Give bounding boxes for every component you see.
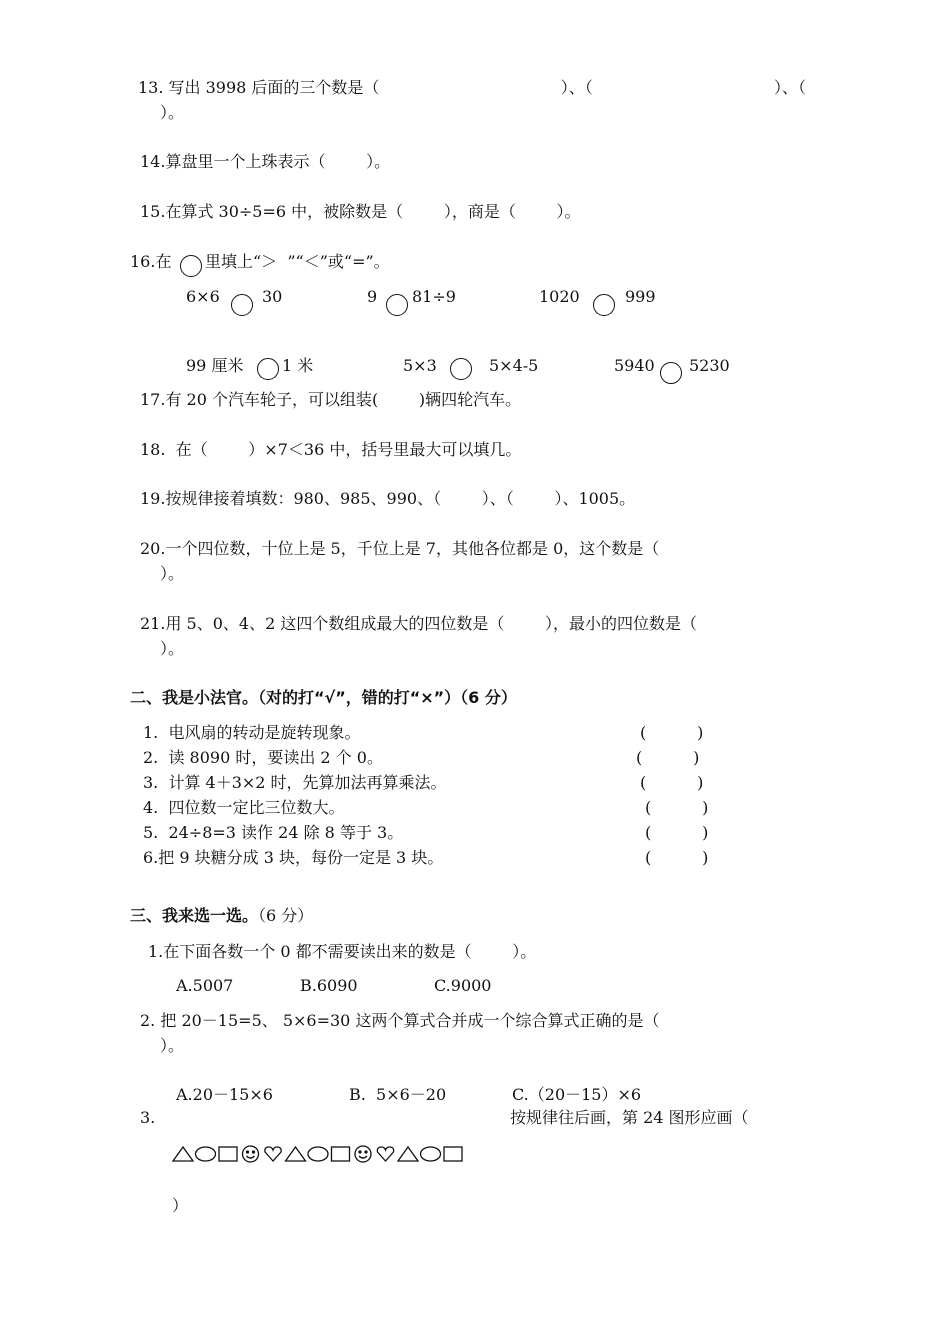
smiley-icon [355, 1146, 371, 1162]
choice-question-1: 1.在下面各数一个 0 都不需要读出来的数是（ ）。 [148, 942, 537, 961]
judge-item: 4. 四位数一定比三位数大。 [143, 798, 345, 817]
compare-circle[interactable] [450, 358, 472, 380]
choice-question-2: 2. 把 20－15=5、 5×6=30 这两个算式合并成一个综合算式正确的是（ [140, 1011, 660, 1030]
judge-item: 6.把 9 块糖分成 3 块，每份一定是 3 块。 [143, 848, 444, 867]
compare-right: 81÷9 [412, 287, 456, 306]
question-18: 18. 在（ ）×7＜36 中，括号里最大可以填几。 [140, 440, 522, 459]
triangle-icon [286, 1147, 306, 1161]
circle-icon [421, 1147, 441, 1161]
question-16-lead: 16.在 [130, 252, 172, 271]
judge-item: 1. 电风扇的转动是旋转现象。 [143, 723, 361, 742]
judge-answer-paren[interactable]: ( ) [636, 748, 700, 767]
question-21: 21.用 5、0、4、2 这四个数组成最大的四位数是（ ），最小的四位数是（ [140, 614, 698, 633]
compare-circle-blank[interactable] [180, 255, 202, 277]
question-20-continuation: ）。 [160, 564, 185, 583]
judge-answer-paren[interactable]: ( ) [645, 798, 709, 817]
heart-icon [377, 1147, 393, 1161]
question-17: 17.有 20 个汽车轮子，可以组装( )辆四轮汽车。 [140, 390, 522, 409]
section-3-heading [130, 906, 313, 926]
question-13-continuation: ）。 [160, 103, 185, 122]
judge-answer-paren[interactable]: ( ) [645, 848, 709, 867]
compare-right: 5230 [689, 356, 730, 375]
compare-right: 5×4-5 [489, 356, 539, 375]
compare-left: 6×6 [186, 287, 220, 306]
question-20: 20.一个四位数，十位上是 5，千位上是 7，其他各位都是 0，这个数是（ [140, 539, 660, 558]
question-13-blank-sep-2: ）、（ [773, 78, 806, 97]
section-2-heading: 二、我是小法官。（对的打“√”，错的打“×”）（6 分） [130, 688, 517, 707]
square-icon [444, 1147, 462, 1161]
compare-right: 1 米 [282, 356, 314, 375]
compare-left: 1020 [539, 287, 580, 306]
compare-left: 9 [367, 287, 378, 306]
judge-item: 2. 读 8090 时，要读出 2 个 0。 [143, 748, 383, 767]
choice-option[interactable]: A.5007 [176, 976, 234, 995]
section-3-points: （6 分） [258, 906, 314, 925]
compare-left: 5×3 [403, 356, 437, 375]
circle-icon [308, 1147, 328, 1161]
question-15: 15.在算式 30÷5=6 中，被除数是（ ），商是（ ）。 [140, 202, 581, 221]
question-19: 19.按规律接着填数：980、985、990、（ ）、（ ）、1005。 [140, 489, 636, 508]
compare-circle[interactable] [660, 362, 682, 384]
section-3-title: 三、我来选一选。 [130, 906, 259, 925]
judge-answer-paren[interactable]: ( ) [645, 823, 709, 842]
question-21-continuation: ）。 [160, 639, 185, 658]
question-13 [138, 78, 806, 98]
judge-answer-paren[interactable]: ( ) [640, 773, 704, 792]
compare-circle[interactable] [593, 294, 615, 316]
question-14: 14.算盘里一个上珠表示（ ）。 [140, 152, 391, 171]
choice-option[interactable]: C.9000 [434, 976, 492, 995]
shape-pattern-sequence [172, 1144, 472, 1164]
choice-question-2-continuation: ）。 [160, 1036, 185, 1055]
judge-item: 5. 24÷8=3 读作 24 除 8 等于 3。 [143, 823, 404, 842]
judge-answer-paren[interactable]: ( ) [640, 723, 704, 742]
compare-circle[interactable] [231, 294, 253, 316]
choice-option[interactable]: B. 5×6－20 [349, 1085, 447, 1104]
smiley-icon [243, 1146, 259, 1162]
heart-icon [265, 1147, 281, 1161]
choice-question-3-number: 3. [140, 1108, 156, 1127]
choice-question-3: 按规律往后画，第 24 图形应画（ [510, 1108, 749, 1127]
choice-option[interactable]: B.6090 [300, 976, 358, 995]
choice-option[interactable]: A.20－15×6 [176, 1085, 273, 1104]
compare-circle[interactable] [386, 294, 408, 316]
triangle-icon [173, 1147, 193, 1161]
choice-question-3-close: ） [172, 1196, 189, 1215]
compare-right: 30 [262, 287, 283, 306]
triangle-icon [398, 1147, 418, 1161]
compare-left: 99 厘米 [186, 356, 244, 375]
compare-right: 999 [625, 287, 656, 306]
compare-left: 5940 [614, 356, 655, 375]
question-16-instruction: 里填上“＞ ”“＜”或“=”。 [205, 252, 390, 271]
square-icon [332, 1147, 350, 1161]
question-13-blank-sep-1: ）、（ [560, 78, 593, 97]
square-icon [219, 1147, 237, 1161]
judge-item: 3. 计算 4＋3×2 时，先算加法再算乘法。 [143, 773, 447, 792]
circle-icon [196, 1147, 216, 1161]
question-13-text: 13. 写出 3998 后面的三个数是（ [138, 78, 380, 97]
choice-option[interactable]: C.（20－15）×6 [512, 1085, 642, 1104]
compare-circle[interactable] [257, 358, 279, 380]
